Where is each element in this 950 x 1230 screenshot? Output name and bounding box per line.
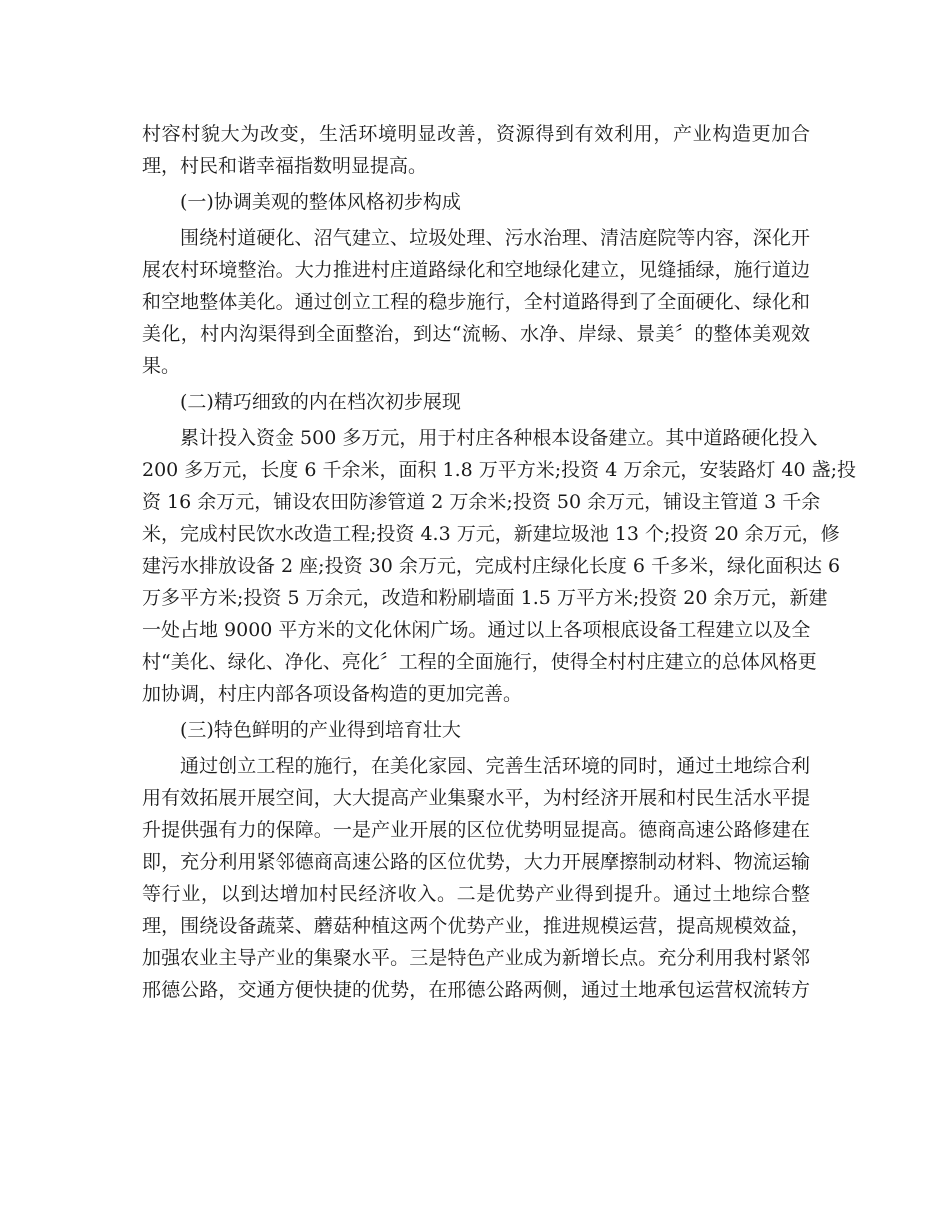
text-line: 村“美化、绿化、净化、亮化〞工程的全面施行，使得全村村庄建立的总体风格更 <box>142 651 817 673</box>
text-line: 累计投入资金 500 多万元，用于村庄各种根本设备建立。其中道路硬化投入 <box>180 427 818 449</box>
paragraph <box>142 750 810 1006</box>
text-line: 果。 <box>142 355 181 377</box>
text-line: 等行业，以到达增加村民经济收入。二是优势产业得到提升。通过土地综合整 <box>142 883 810 905</box>
text-line: 展农村环境整治。大力推进村庄道路绿化和空地绿化建立，见缝插绿，施行道边 <box>142 259 810 281</box>
text-line: 加协调，村庄内部各项设备构造的更加完善。 <box>142 683 523 705</box>
text-line: 资 16 余万元，铺设农田防渗管道 2 万余米;投资 50 余万元，铺设主管道 3 千余 <box>142 491 821 513</box>
text-line: 邢德公路，交通方便快捷的优势，在邢德公路两侧，通过土地承包运营权流转方 <box>142 979 810 1001</box>
text-line: 米，完成村民饮水改造工程;投资 4.3 万元，新建垃圾池 13 个;投资 20 余万元，修 <box>142 523 840 545</box>
heading-text: (三)特色鲜明的产业得到培育壮大 <box>180 719 461 741</box>
text-line: 一处占地 9000 平方米的文化休闲广场。通过以上各项根底设备工程建立以及全 <box>142 619 811 641</box>
text-line: 美化，村内沟渠得到全面整治，到达“流畅、水净、岸绿、景美〞的整体美观效 <box>142 323 810 345</box>
text-line: 村容村貌大为改变，生活环境明显改善，资源得到有效利用，产业构造更加合 <box>142 123 810 145</box>
text-line: 理，围绕设备蔬菜、蘑菇种植这两个优势产业，推进规模运营，提高规模效益， <box>142 915 810 937</box>
heading-text: (二)精巧细致的内在档次初步展现 <box>180 391 461 413</box>
text-line: 用有效拓展开展空间，大大提高产业集聚水平，为村经济开展和村民生活水平提 <box>142 787 810 809</box>
paragraph <box>142 222 810 382</box>
section-heading <box>142 186 810 218</box>
text-line: 理，村民和谐幸福指数明显提高。 <box>142 155 428 177</box>
text-line: 和空地整体美化。通过创立工程的稳步施行，全村道路得到了全面硬化、绿化和 <box>142 291 810 313</box>
paragraph <box>142 422 856 710</box>
text-line: 200 多万元，长度 6 千余米，面积 1.8 万平方米;投资 4 万余元，安装路灯 40 盏;投 <box>142 459 856 481</box>
text-line: 即，充分利用紧邻德商高速公路的区位优势，大力开展摩擦制动材料、物流运输 <box>142 851 810 873</box>
section-heading <box>142 714 810 746</box>
text-line: 建污水排放设备 2 座;投资 30 余万元，完成村庄绿化长度 6 千多米，绿化面积达 6 <box>142 555 841 577</box>
text-line: 通过创立工程的施行，在美化家园、完善生活环境的同时，通过土地综合利 <box>180 755 810 777</box>
text-line: 升提供强有力的保障。一是产业开展的区位优势明显提高。德商高速公路修建在 <box>142 819 810 841</box>
text-line: 万多平方米;投资 5 万余元，改造和粉刷墙面 1.5 万平方米;投资 20 余万元，新建 <box>142 587 828 609</box>
text-line: 加强农业主导产业的集聚水平。三是特色产业成为新增长点。充分利用我村紧邻 <box>142 947 810 969</box>
paragraph <box>142 118 810 182</box>
section-heading <box>142 386 810 418</box>
document-body <box>142 118 856 1006</box>
heading-text: (一)协调美观的整体风格初步构成 <box>180 191 461 213</box>
text-line: 围绕村道硬化、沼气建立、垃圾处理、污水治理、清洁庭院等内容，深化开 <box>180 227 810 249</box>
